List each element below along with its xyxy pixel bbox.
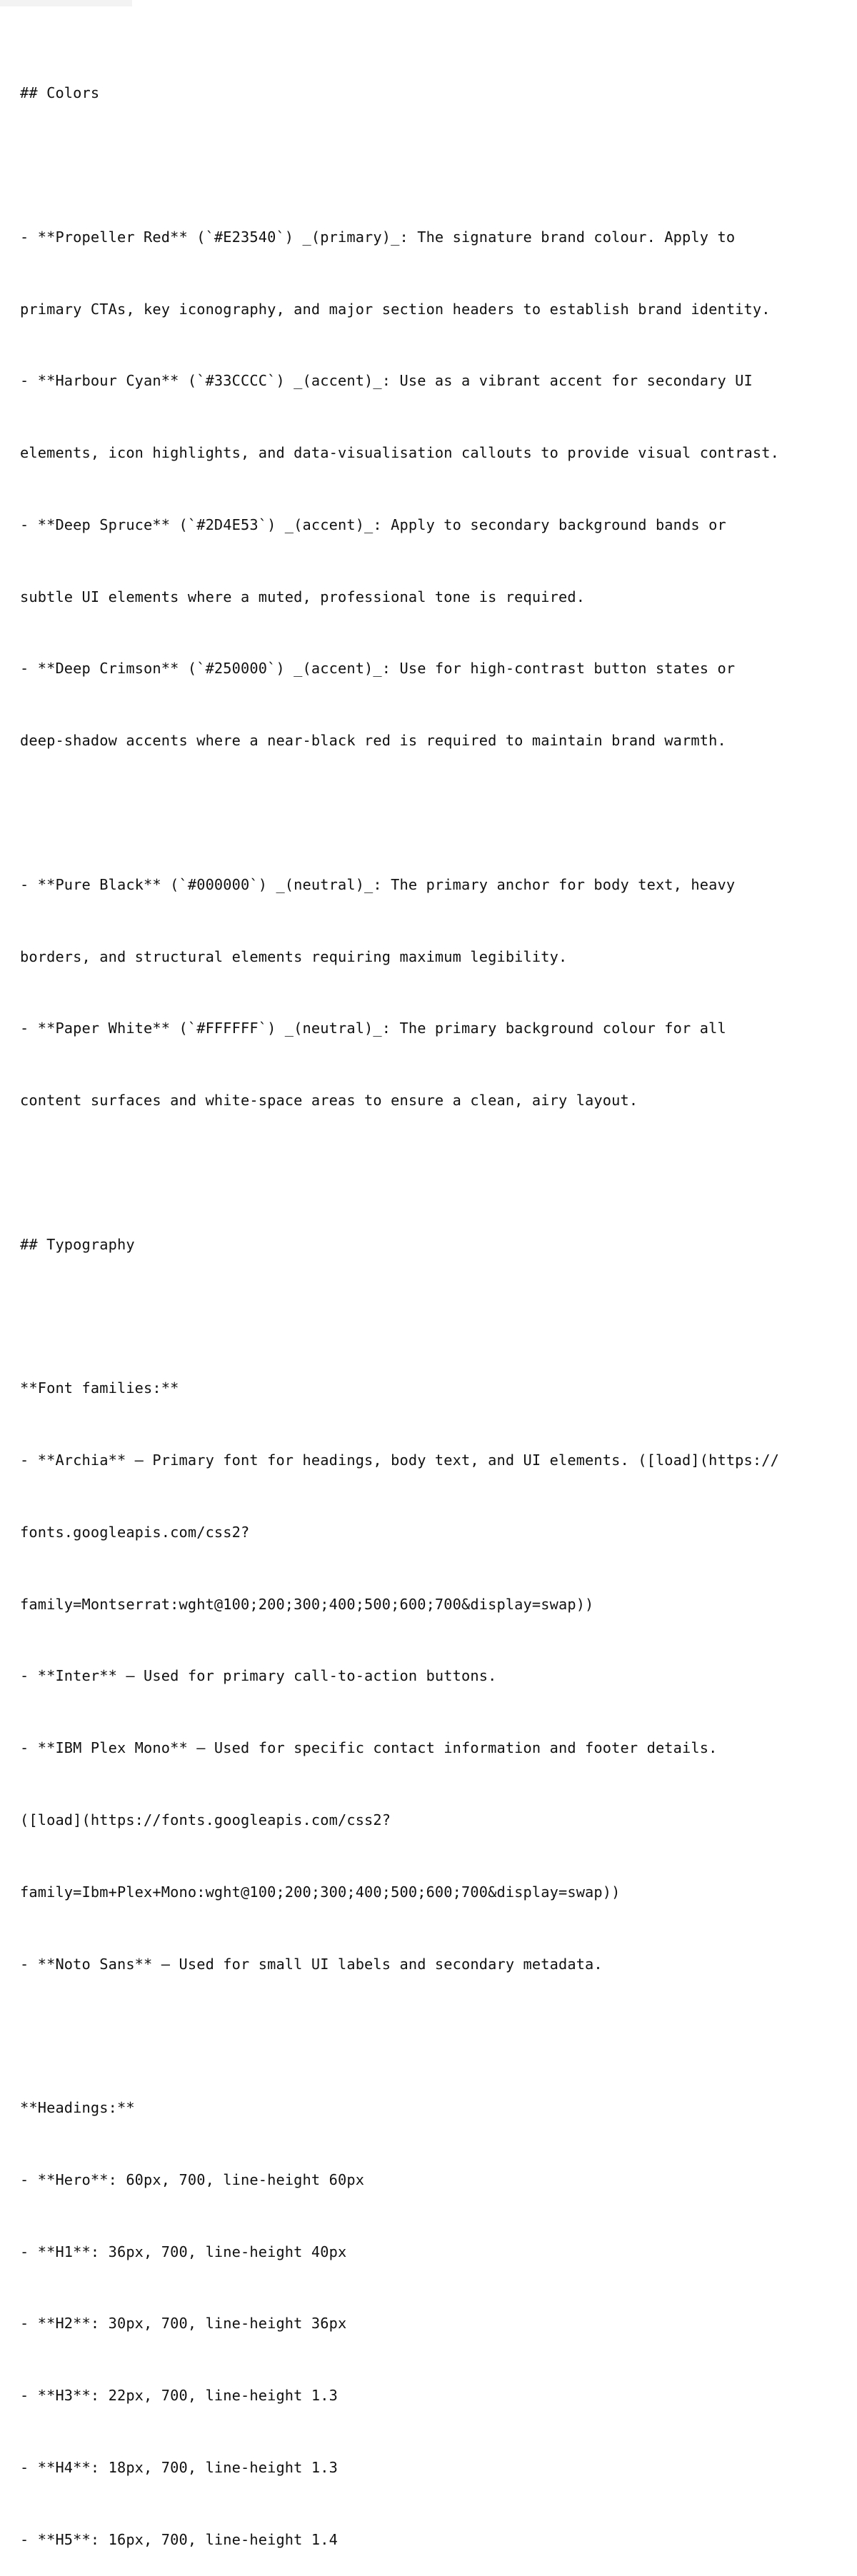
doc-line: ## Typography: [20, 1235, 135, 1253]
doc-line: ## Colors: [20, 84, 100, 102]
doc-line: **Font families:**: [20, 1379, 179, 1397]
doc-line: [20, 1304, 848, 1329]
doc-line: [20, 1161, 848, 1185]
doc-line: elements, icon highlights, and data-visualisation callouts to provide visual contrast.: [20, 444, 779, 462]
doc-line: - **Pure Black** (`#000000`) _(neutral)_: The primary anchor for body text, heavy: [20, 875, 736, 893]
doc-line: borders, and structural elements requiring maximum legibility.: [20, 947, 568, 965]
doc-line: family=Ibm+Plex+Mono:wght@100;200;300;400;500;600;700&display=swap)): [20, 1883, 621, 1901]
doc-line: - **H4**: 18px, 700, line-height 1.3: [20, 2458, 338, 2476]
doc-line: - **Hero**: 60px, 700, line-height 60px: [20, 2170, 365, 2188]
doc-line: - **Noto Sans** — Used for small UI labels and secondary metadata.: [20, 1955, 603, 1973]
doc-line: ([load](https://fonts.googleapis.com/css2?: [20, 1811, 391, 1828]
doc-line: subtle UI elements where a muted, professional tone is required.: [20, 588, 586, 605]
doc-line: [20, 154, 848, 178]
doc-line: - **H5**: 16px, 700, line-height 1.4: [20, 2530, 338, 2548]
doc-line: - **Harbour Cyan** (`#33CCCC`) _(accent)_: Use as a vibrant accent for secondary UI: [20, 372, 753, 390]
doc-line: deep-shadow accents where a near-black red is required to maintain brand warmth.: [20, 732, 726, 750]
doc-line: - **H1**: 36px, 700, line-height 40px: [20, 2243, 347, 2260]
doc-line: - **Deep Crimson** (`#250000`) _(accent)_: Use for high-contrast button states or: [20, 660, 736, 678]
doc-line: content surfaces and white-space areas to ensure a clean, airy layout.: [20, 1092, 638, 1110]
doc-line: - **H3**: 22px, 700, line-height 1.3: [20, 2387, 338, 2405]
doc-line: **Headings:**: [20, 2099, 135, 2117]
doc-line: - **Paper White** (`#FFFFFF`) _(neutral)_: The primary background colour for all: [20, 1020, 726, 1037]
doc-line: - **Deep Spruce** (`#2D4E53`) _(accent)_: Apply to secondary background bands or: [20, 515, 726, 533]
doc-line: - **IBM Plex Mono** — Used for specific contact information and footer details.: [20, 1739, 718, 1757]
doc-line: fonts.googleapis.com/css2?: [20, 1523, 250, 1541]
doc-line: - **Inter** — Used for primary call-to-action buttons.: [20, 1667, 497, 1685]
doc-line: family=Montserrat:wght@100;200;300;400;500;600;700&display=swap)): [20, 1595, 594, 1613]
doc-line: - **Propeller Red** (`#E23540`) _(primary)_: The signature brand colour. Apply to: [20, 228, 736, 246]
doc-line: primary CTAs, key iconography, and major section headers to establish brand identity.: [20, 300, 771, 318]
doc-line: [20, 801, 848, 825]
doc-line: - **H2**: 30px, 700, line-height 36px: [20, 2315, 347, 2333]
top-tab-strip: [0, 0, 132, 6]
doc-line: - **Archia** — Primary font for headings, body text, and UI elements. ([load](https://: [20, 1451, 779, 1469]
doc-line: [20, 2024, 848, 2048]
markdown-document: [20, 34, 848, 2576]
